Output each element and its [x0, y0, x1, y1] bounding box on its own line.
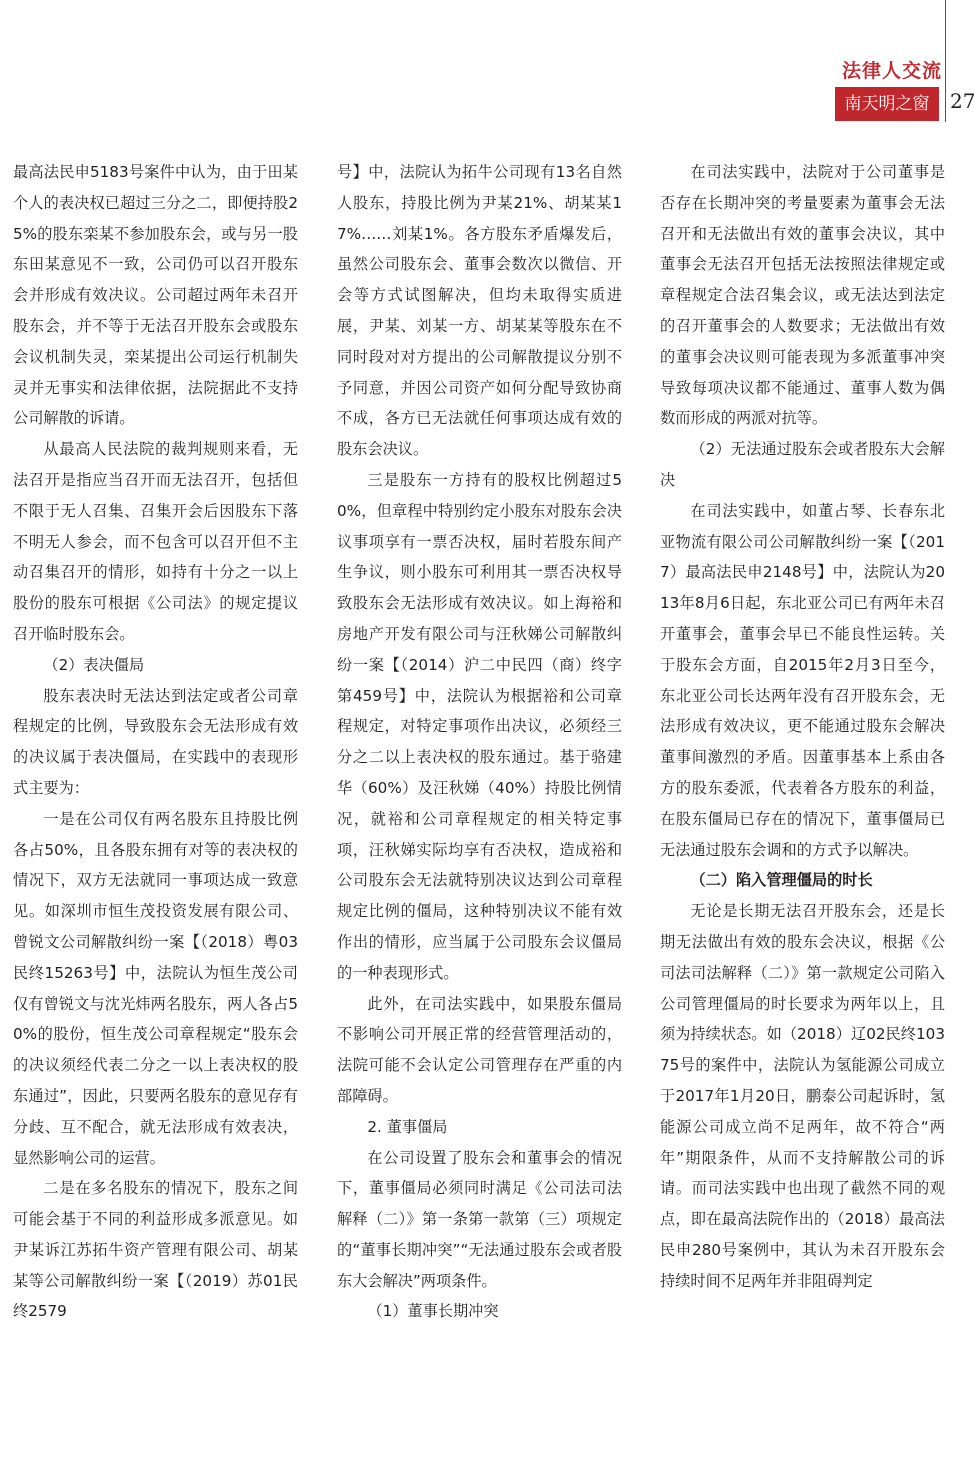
- subheading-voting-deadlock: （2）表决僵局: [43, 655, 145, 674]
- paragraph: 三是股东一方持有的股权比例超过50%，但章程中特别约定小股东对股东会决议事项享有一票否决权，届时若股东间产生争议，则小股东可利用其一票否决权导致股东会无法形成有效决议。如上海裕和房地产开发有限公司与汪秋娣公司解散纠纷一案【（2014）沪二中民四（商）终字第459号】中，法院认为根据裕和公司章程规定，对特定事项作出决议，必须经三分之二以上表决权的股东通过。基于骆建华（60%）及汪秋娣（40%）持股比例情况，就裕和公司章程规定的相关特定事项，汪秋娣实际均享有否决权，造成裕和公司股东会无法就特别决议达到公司章程规定比例的僵局，这种特别决议不能有效作出的情形，应当属于公司股东会议僵局的一种表现形式。: [337, 470, 622, 982]
- paragraph: 股东表决时无法达到法定或者公司章程规定的比例，导致股东会无法形成有效的决议属于表决僵局，在实践中的表现形式主要为：: [13, 686, 298, 797]
- paragraph: 此外，在司法实践中，如果股东僵局不影响公司开展正常的经营管理活动的，法院可能不会认定公司管理存在严重的内部障碍。: [337, 994, 622, 1105]
- paragraph: 一是在公司仅有两名股东且持股比例各占50%，且各股东拥有对等的表决权的情况下，双方无法就同一事项达成一致意见。如深圳市恒生茂投资发展有限公司、曾锐文公司解散纠纷一案【（2018）粤03民终15263号】中，法院认为恒生茂公司仅有曾锐文与沈光炜两名股东，两人各占50%的股份，恒生茂公司章程规定“股东会的决议须经代表二分之一以上表决权的股东通过”，因此，只要两名股东的意见存有分歧、互不配合，就无法形成有效表决，显然影响公司的运营。: [13, 809, 298, 1167]
- paragraph: 在公司设置了股东会和董事会的情况下，董事僵局必须同时满足《公司法司法解释（二）》第一条第一款第（三）项规定的“董事长期冲突”“无法通过股东会或者股东大会解决”两项条件。: [337, 1148, 622, 1290]
- subheading-director-long-conflict: （1）董事长期冲突: [367, 1302, 499, 1321]
- paragraph: 号】中，法院认为拓牛公司现有13名自然人股东，持股比例为尹某21%、胡某某17%……刘某1%。各方股东矛盾爆发后，虽然公司股东会、董事会数次以微信、开会等方式试图解决，但均未取得实质进展，尹某、刘某一方、胡某某等股东在不同时段对对方提出的公司解散提议分别不予同意，并因公司资产如何分配导致协商不成，各方已无法就任何事项达成有效的股东会决议。: [337, 163, 622, 459]
- subheading-shareholder-resolution: （2）无法通过股东会或者股东大会解决: [660, 440, 945, 489]
- column-badge: 南天明之窗: [835, 87, 939, 121]
- text-column-3: [660, 157, 945, 1296]
- paragraph: 在司法实践中，如董占琴、长春东北亚物流有限公司公司解散纠纷一案【（2017）最高法民申2148号】中，法院认为2013年8月6日起，东北亚公司已有两年未召开董事会，董事会早已不能良性运转。关于股东会方面，自2015年2月3日至今，东北亚公司长达两年没有召开股东会，无法形成有效决议，更不能通过股东会解决董事间激烈的矛盾。因董事基本上系由各方的股东委派，代表着各方股东的利益，在股东僵局已存在的情况下，董事僵局已无法通过股东会调和的方式予以解决。: [660, 501, 945, 859]
- header-divider: [945, 0, 946, 122]
- paragraph: 无论是长期无法召开股东会，还是长期无法做出有效的股东会决议，根据《公司法司法解释（二）》第一款规定公司陷入公司管理僵局的时长要求为两年以上，且须为持续状态。如（2018）辽02民终10375号的案件中，法院认为氢能源公司成立于2017年1月20日，鹏泰公司起诉时，氢能源公司成立尚不足两年，故不符合“两年”期限条件，从而不支持解散公司的诉请。而司法实践中也出现了截然不同的观点，即在最高法院作出的（2018）最高法民申280号案例中，其认为未召开股东会持续时间不足两年并非阻碍判定: [660, 902, 945, 1290]
- text-column-2: [337, 157, 622, 1327]
- paragraph: 最高法民申5183号案件中认为，由于田某个人的表决权已超过三分之二，即便持股25%的股东栾某不参加股东会，或与另一股东田某意见不一致，公司仍可以召开股东会并形成有效决议。公司超过两年未召开股东会，并不等于无法召开股东会或股东会议机制失灵，栾某提出公司运行机制失灵并无事实和法律依据，法院据此不支持公司解散的诉请。: [13, 163, 298, 428]
- page-number: 27: [950, 89, 975, 113]
- paragraph: 从最高人民法院的裁判规则来看，无法召开是指应当召开而无法召开，包括但不限于无人召集、召集开会后因股东下落不明无人参会，而不包含可以召开但不主动召集召开的情形，如持有十分之一以上股份的股东可根据《公司法》的规定提议召开临时股东会。: [13, 440, 298, 643]
- section-title: 法律人交流: [841, 60, 942, 82]
- paragraph: 二是在多名股东的情况下，股东之间可能会基于不同的利益形成多派意见。如尹某诉江苏拓牛资产管理有限公司、胡某某等公司解散纠纷一案【（2019）苏01民终2579: [13, 1179, 298, 1321]
- text-column-1: [13, 157, 298, 1327]
- section-heading-deadlock-duration: （二）陷入管理僵局的时长: [690, 871, 873, 890]
- subheading-director-deadlock: 2. 董事僵局: [367, 1117, 448, 1136]
- paragraph: 在司法实践中，法院对于公司董事是否存在长期冲突的考量要素为董事会无法召开和无法做出有效的董事会决议，其中董事会无法召开包括无法按照法律规定或章程规定合法召集会议，或无法达到法定的召开董事会的人数要求；无法做出有效的董事会决议则可能表现为多派董事冲突导致每项决议都不能通过、董事人数为偶数而形成的两派对抗等。: [660, 163, 945, 428]
